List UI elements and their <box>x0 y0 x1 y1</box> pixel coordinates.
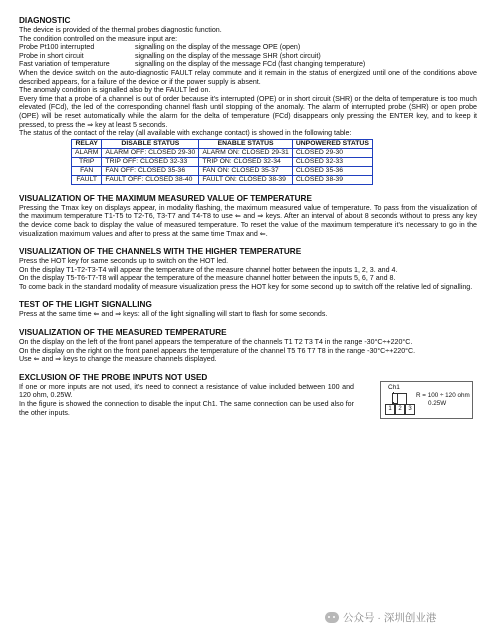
table-row <box>72 157 373 166</box>
exclusion-line: In the figure is showed the connection to disable the input Ch1. The same connection can be used also for the other inputs. <box>19 400 354 417</box>
hot-channels-line: To come back in the standard modality of measure visualization press the HOT key for some second up to switch off the relative led of signalling. <box>19 282 473 291</box>
table-cell: CLOSED 35-36 <box>292 166 372 175</box>
table-cell: FAULT ON: CLOSED 38-39 <box>199 175 293 184</box>
diagram-channel-label: Ch1 <box>388 383 400 391</box>
table-cell: FAN ON: CLOSED 35-37 <box>199 166 293 175</box>
max-temp-paragraph: Pressing the Tmax key on displays appear, in modality flashing, the maximum measured value of temperature. To pass from the visualization of the maximum temperature T1-T5 to T2-T6, T3-T7 and T4-T8 to use ⇐ and ⇒ keys. After an interval of about 8 seconds without to press any key the device come back to display the value of measured temperature. To reset the value of the maximum temperature it's necessary to go in the visualization maximum values and after to press at the same time Tmax and ⇐. <box>19 203 477 238</box>
spacer <box>19 291 477 300</box>
condition-row-fast-variation <box>19 60 477 69</box>
exclusion-heading: EXCLUSION OF THE PROBE INPUTS NOT USED <box>19 372 208 382</box>
table-cell: TRIP <box>72 157 102 166</box>
measured-temp-line: On the display on the right on the front panel appears the temperature of the channel T5 T6 T7 T8 in the range -30°C÷+220°C. <box>19 346 416 355</box>
table-cell: FAN <box>72 166 102 175</box>
exclusion-text <box>19 383 354 417</box>
spacer <box>19 319 477 328</box>
table-cell: CLOSED 29-30 <box>292 148 372 157</box>
table-header: UNPOWERED STATUS <box>292 139 372 148</box>
exclusion-section <box>19 383 477 417</box>
measured-temp-line: Use ⇐ and ⇒ keys to change the measure channels displayed. <box>19 355 217 364</box>
document-page <box>19 16 477 417</box>
spacer <box>19 364 477 373</box>
diagnostic-paragraph: The status of the contact of the relay (all available with exchange contact) is showed in the following table: <box>19 129 352 138</box>
condition-row-interrupted <box>19 43 477 52</box>
hot-channels-line: Press the HOT key for same seconds up to switch on the HOT led. <box>19 257 229 266</box>
exclusion-line: If one or more inputs are not used, it's need to connect a resistance of value included between 100 and 120 ohm, 0.25W. <box>19 382 354 400</box>
table-row <box>72 175 373 184</box>
table-cell: ALARM ON: CLOSED 29-31 <box>199 148 293 157</box>
diagnostic-paragraph: Every time that a probe of a channel is out of order because it's interrupted (OPE) or in short circuit (SHR) or the delta of temperature is too much elevated (FCd), the led of the corresponding channel flash until stopping of the anomaly. The alarm of interrupted probe (SHR) or open probe (OPE) will be reset automatically while the alarm for the delta of temperature (FCd) disappears only pressing the ENTER key, and to keep it pressed, to press the ⇒ key at least 5 seconds. <box>19 94 477 129</box>
terminal-2: 2 <box>395 404 405 415</box>
condition-label: Probe in short circuit <box>19 51 84 60</box>
condition-text: signalling on the display of the message SHR (short circuit) <box>135 51 321 60</box>
hot-channels-heading: VISUALIZATION OF THE CHANNELS WITH THE HIGHER TEMPERATURE <box>19 247 302 257</box>
max-temp-heading: VISUALIZATION OF THE MAXIMUM MEASURED VALUE OF TEMPERATURE <box>19 193 312 203</box>
hot-channels-line: On the display T1-T2-T3-T4 will appear the temperature of the measure channel hotter between the inputs 1, 2, 3. and 4. <box>19 265 398 274</box>
table-row <box>72 166 373 175</box>
diagnostic-paragraph: The anomaly condition is signalled also by the FAULT led on. <box>19 86 211 95</box>
table-cell: CLOSED 32-33 <box>292 157 372 166</box>
relay-status-table <box>71 139 373 185</box>
table-cell: ALARM <box>72 148 102 157</box>
light-test-paragraph: Press at the same time ⇐ and ⇒ keys: all of the light signalling will start to flash for some seconds. <box>19 310 328 319</box>
spacer <box>19 238 477 247</box>
table-cell: FAULT <box>72 175 102 184</box>
condition-label: Probe Pt100 interrupted <box>19 43 95 52</box>
table-cell: FAN OFF: CLOSED 35-36 <box>102 166 199 175</box>
diagnostic-conditions-intro: The condition controlled on the measure input are: <box>19 34 178 43</box>
terminal-1: 1 <box>385 404 395 415</box>
table-cell: TRIP OFF: CLOSED 32-33 <box>102 157 199 166</box>
table-header: DISABLE STATUS <box>102 139 199 148</box>
spacer <box>19 185 477 194</box>
table-cell: CLOSED 38-39 <box>292 175 372 184</box>
watermark <box>325 610 436 625</box>
resistor-value: R = 100 ÷ 120 ohm <box>416 391 470 399</box>
hot-channels-line: On the display T5-T6-T7-T8 will appear the temperature of the measure channel hotter between the inputs 5, 6, 7 and 8. <box>19 274 396 283</box>
condition-row-short-circuit <box>19 52 477 61</box>
condition-text: signalling on the display of the message OPE (open) <box>135 43 301 52</box>
diagnostic-paragraph: When the device switch on the auto-diagnostic FAULT relay commute and it remain in the status of energized until one of the conditions above described appears, for a failure of the device or if the power supply is absent. <box>19 68 477 86</box>
table-header-row <box>72 139 373 148</box>
table-row <box>72 148 373 157</box>
table-header: RELAY <box>72 139 102 148</box>
resistor-label <box>416 392 470 408</box>
light-test-heading: TEST OF THE LIGHT SIGNALLING <box>19 300 152 310</box>
diagram-wire <box>393 393 407 394</box>
table-cell: ALARM OFF: CLOSED 29-30 <box>102 148 199 157</box>
terminal-3: 3 <box>405 404 415 415</box>
diagnostic-heading: DIAGNOSTIC <box>19 16 71 25</box>
wechat-icon <box>325 612 339 623</box>
table-header: ENABLE STATUS <box>199 139 293 148</box>
measured-temp-line: On the display on the left of the front panel appears the temperature of the channels T1 T2 T3 T4 in the range -30°C÷+220°C. <box>19 338 413 347</box>
connection-diagram <box>380 381 473 419</box>
measured-temp-heading: VISUALIZATION OF THE MEASURED TEMPERATURE <box>19 328 227 338</box>
diagnostic-intro: The device is provided of the thermal probes diagnostic function. <box>19 26 222 34</box>
table-cell: TRIP ON: CLOSED 32-34 <box>199 157 293 166</box>
table-cell: FAULT OFF: CLOSED 38-40 <box>102 175 199 184</box>
watermark-text: 公众号 · 深圳创业港 <box>343 612 437 624</box>
resistor-power: 0.25W <box>428 399 447 407</box>
condition-label: Fast variation of temperature <box>19 60 110 69</box>
condition-text: signalling on the display of the message FCd (fast changing temperature) <box>135 60 366 69</box>
